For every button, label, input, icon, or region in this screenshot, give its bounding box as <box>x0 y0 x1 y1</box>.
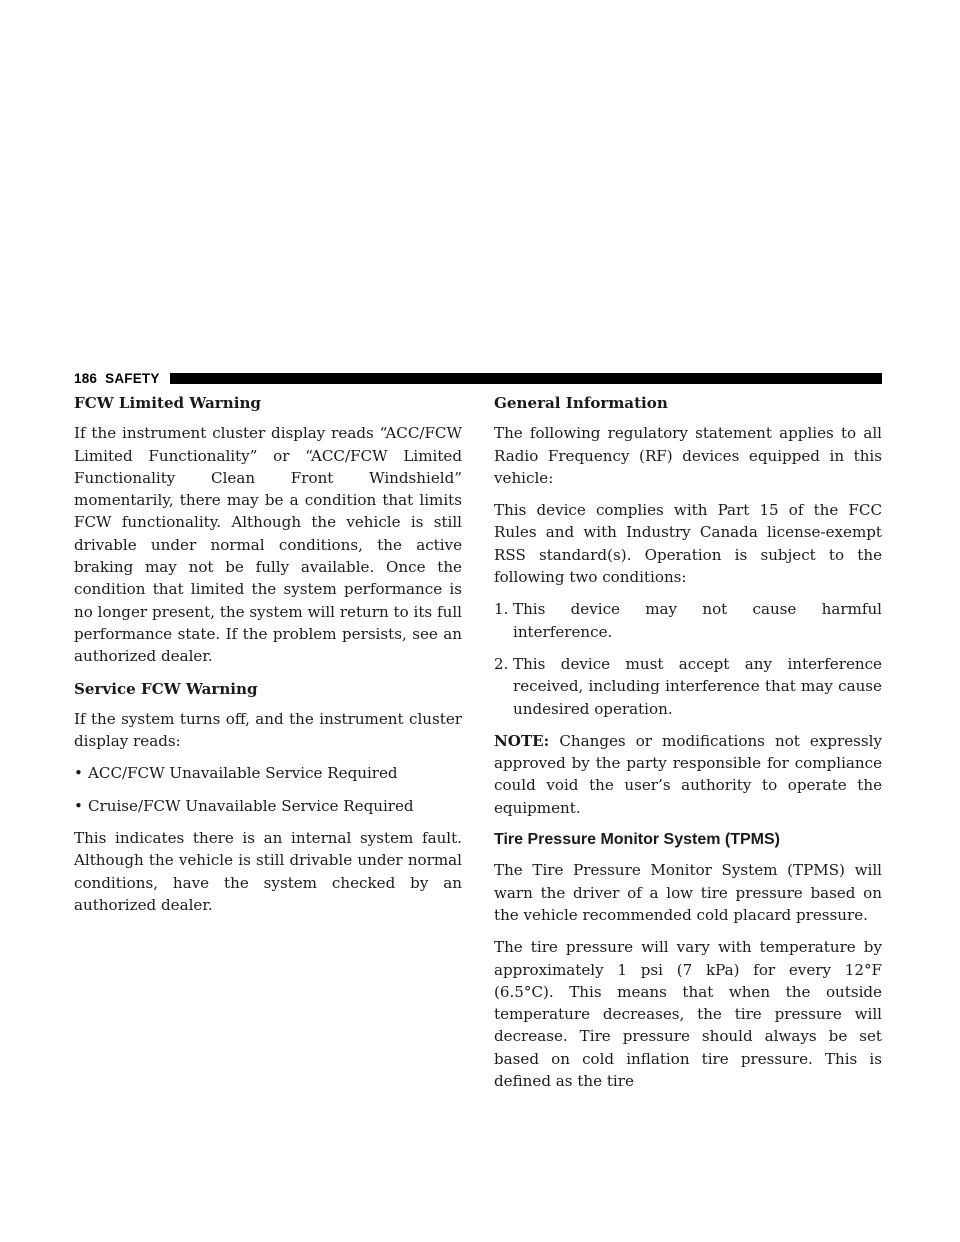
tpms-heading: Tire Pressure Monitor System (TPMS) <box>494 831 780 849</box>
general-info-heading: General Information <box>494 394 668 412</box>
list-item-number: 1. <box>494 600 509 619</box>
service-fcw-list <box>74 762 462 817</box>
conditions-list <box>494 598 882 719</box>
left-column <box>74 392 462 926</box>
note-paragraph <box>494 730 882 819</box>
note-label: NOTE: <box>494 731 550 750</box>
list-item-number: 2. <box>494 654 509 673</box>
bullet-icon: • <box>74 796 83 815</box>
list-item-text: This device must accept any interference received, including interference that may cause undesired operation. <box>513 654 882 718</box>
list-item <box>494 598 882 643</box>
page-header <box>74 368 882 388</box>
service-fcw-heading: Service FCW Warning <box>74 679 258 698</box>
service-fcw-intro: If the system turns off, and the instrument cluster display reads: <box>74 709 462 751</box>
note-text: Changes or modifications not expressly approved by the party responsible for compliance could void the user’s authority to operate the equipment. <box>494 731 882 817</box>
fcw-limited-paragraph: If the instrument cluster display reads “ACC/FCW Limited Functionality” or “ACC/FCW Limited Functionality Clean Front Windshield” momentarily, there may be a condition that limits FCW functionality. Although the vehicle is still drivable under normal conditions, the active braking may not be fully available. Once the condition that limited the system performance is no longer present, the system will return to its full performance state. If the problem persists, see an authorized dealer. <box>74 424 462 666</box>
list-item-text: Cruise/FCW Unavailable Service Required <box>88 796 414 815</box>
right-column <box>494 392 882 1102</box>
section-title: SAFETY <box>105 370 160 386</box>
list-item-text: ACC/FCW Unavailable Service Required <box>88 764 398 783</box>
list-item <box>494 653 882 720</box>
general-info-paragraph-1: The following regulatory statement applies to all Radio Frequency (RF) devices equipped in this vehicle: <box>494 424 882 487</box>
fcw-limited-heading: FCW Limited Warning <box>74 394 261 412</box>
list-item <box>74 762 462 784</box>
header-rule <box>170 373 882 384</box>
general-info-paragraph-2: This device complies with Part 15 of the FCC Rules and with Industry Canada license-exempt RSS standard(s). Operation is subject to the following two conditions: <box>494 501 882 587</box>
service-fcw-paragraph: This indicates there is an internal system fault. Although the vehicle is still drivable under normal conditions, have the system checked by an authorized dealer. <box>74 829 462 914</box>
list-item-text: This device may not cause harmful interference. <box>513 600 882 641</box>
bullet-icon: • <box>74 764 83 783</box>
list-item <box>74 795 462 817</box>
tpms-paragraph-2: The tire pressure will vary with temperature by approximately 1 psi (7 kPa) for every 12°F (6.5°C). This means that when the outside temperature decreases, the tire pressure will decrease. Tire pressure should always be set based on cold inflation tire pressure. This is defined as the tire <box>494 938 882 1091</box>
tpms-paragraph-1: The Tire Pressure Monitor System (TPMS) will warn the driver of a low tire pressure based on the vehicle recommended cold placard pressure. <box>494 861 882 924</box>
page-number: 186 <box>74 370 98 386</box>
